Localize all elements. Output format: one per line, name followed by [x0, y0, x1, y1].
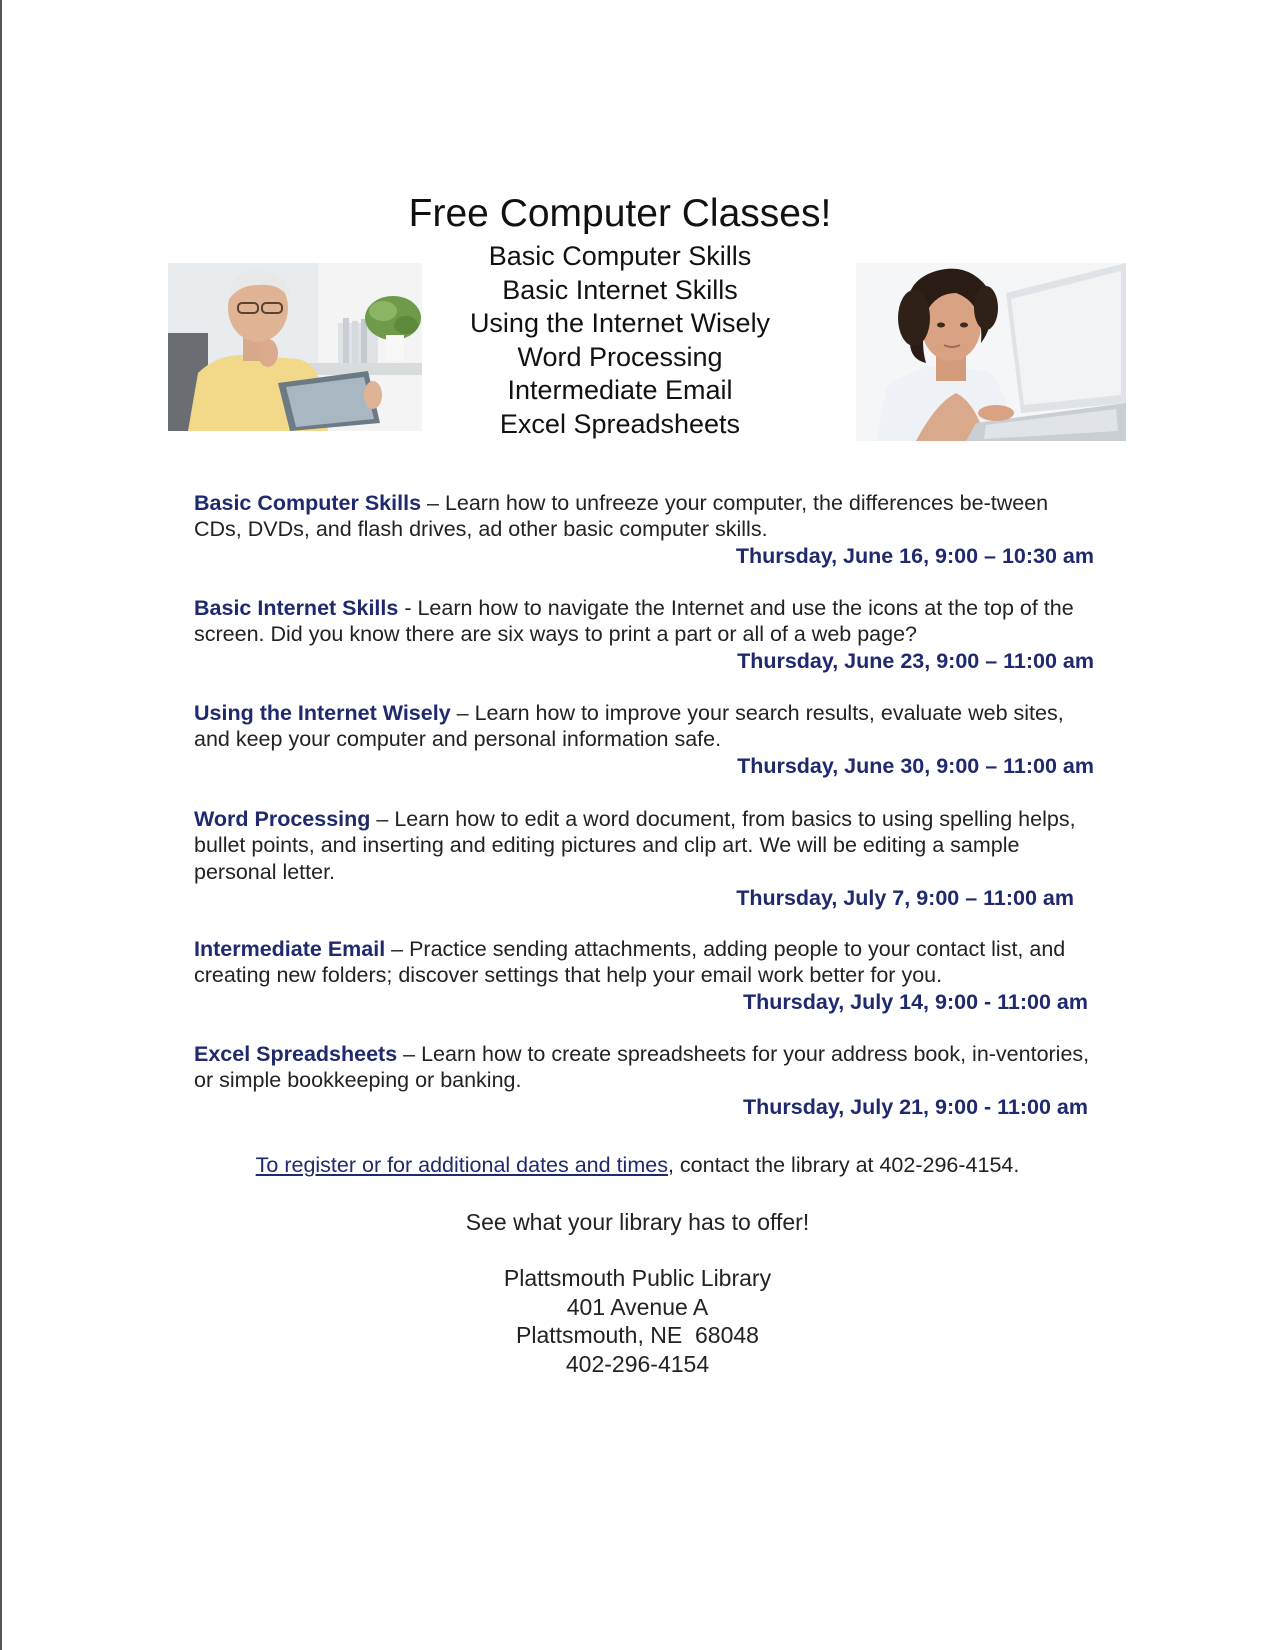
library-street: 401 Avenue A [566, 1293, 709, 1320]
class-description: Learn how to improve your search results, evaluate web sites, and keep your computer and personal information safe. [194, 701, 1064, 752]
class-separator: – [385, 937, 410, 961]
class-date-time: Thursday, June 30, 9:00 – 11:00 am [737, 753, 1094, 778]
class-name: Basic Internet Skills [194, 596, 399, 620]
register-contact-text: , contact the library at 402-296-4154. [667, 1153, 1020, 1177]
class-basic-computer-skills [194, 490, 1094, 569]
library-city: Plattsmouth, NE 68048 [516, 1322, 759, 1348]
class-description: Learn how to unfreeze your computer, the differences be-tween CDs, DVDs, and flash drives, ad other basic computer skills. [194, 491, 1049, 542]
class-name: Word Processing [194, 807, 371, 831]
class-separator: – [397, 1042, 422, 1066]
class-name: Using the Internet Wisely [194, 701, 451, 725]
class-separator: – [421, 491, 445, 515]
library-phone: 402-296-4154 [565, 1350, 710, 1377]
topic-item: Basic Computer Skills [488, 241, 752, 271]
class-description: Learn how to edit a word document, from basics to using spelling helps, bullet points, and inserting and editing pictures and clip art. We will be editing a sample personal letter. [194, 807, 1076, 884]
page-left-border [0, 0, 2, 1650]
class-separator: - [398, 596, 418, 620]
topics-list [400, 240, 840, 441]
registration-info [150, 1152, 1125, 1178]
class-using-internet-wisely [194, 700, 1094, 779]
class-separator: – [450, 701, 475, 725]
library-tagline: See what your library has to offer! [465, 1209, 810, 1235]
topic-item: Using the Internet Wisely [469, 308, 771, 338]
class-excel-spreadsheets [194, 1041, 1094, 1120]
topic-item: Basic Internet Skills [502, 274, 738, 305]
class-description: Practice sending attachments, adding people to your contact list, and creating new folders; discover settings that help your email work better for you. [194, 937, 1066, 988]
library-address [150, 1264, 1125, 1378]
class-date-time: Thursday, July 14, 9:00 - 11:00 am [743, 989, 1088, 1014]
register-link[interactable]: To register or for additional dates and times [255, 1153, 668, 1177]
class-date-time: Thursday, July 7, 9:00 – 11:00 am [736, 885, 1074, 910]
class-description: Learn how to create spreadsheets for your address book, in-ventories, or simple bookkeeping or banking. [194, 1042, 1090, 1093]
class-word-processing [194, 806, 1094, 911]
class-date-time: Thursday, June 16, 9:00 – 10:30 am [735, 543, 1094, 568]
topic-item: Word Processing [517, 341, 723, 372]
topic-item: Excel Spreadsheets [499, 408, 741, 439]
topic-item: Intermediate Email [507, 375, 733, 405]
class-name: Excel Spreadsheets [194, 1042, 398, 1066]
photo-woman-with-laptop [856, 263, 1126, 441]
class-name: Basic Computer Skills [194, 491, 422, 515]
class-separator: – [370, 807, 395, 831]
class-date-time: Thursday, July 21, 9:00 - 11:00 am [743, 1094, 1088, 1119]
class-name: Intermediate Email [194, 937, 386, 961]
class-date-time: Thursday, June 23, 9:00 – 11:00 am [737, 648, 1094, 673]
class-intermediate-email [194, 936, 1094, 1015]
flyer-title: Free Computer Classes! [408, 192, 832, 235]
library-name: Plattsmouth Public Library [503, 1265, 772, 1291]
photo-senior-man-with-tablet [168, 263, 422, 431]
class-description: Learn how to navigate the Internet and use the icons at the top of the screen. Did you know there are six ways to print a part or all of a web page? [194, 596, 1074, 647]
class-basic-internet-skills [194, 595, 1094, 674]
